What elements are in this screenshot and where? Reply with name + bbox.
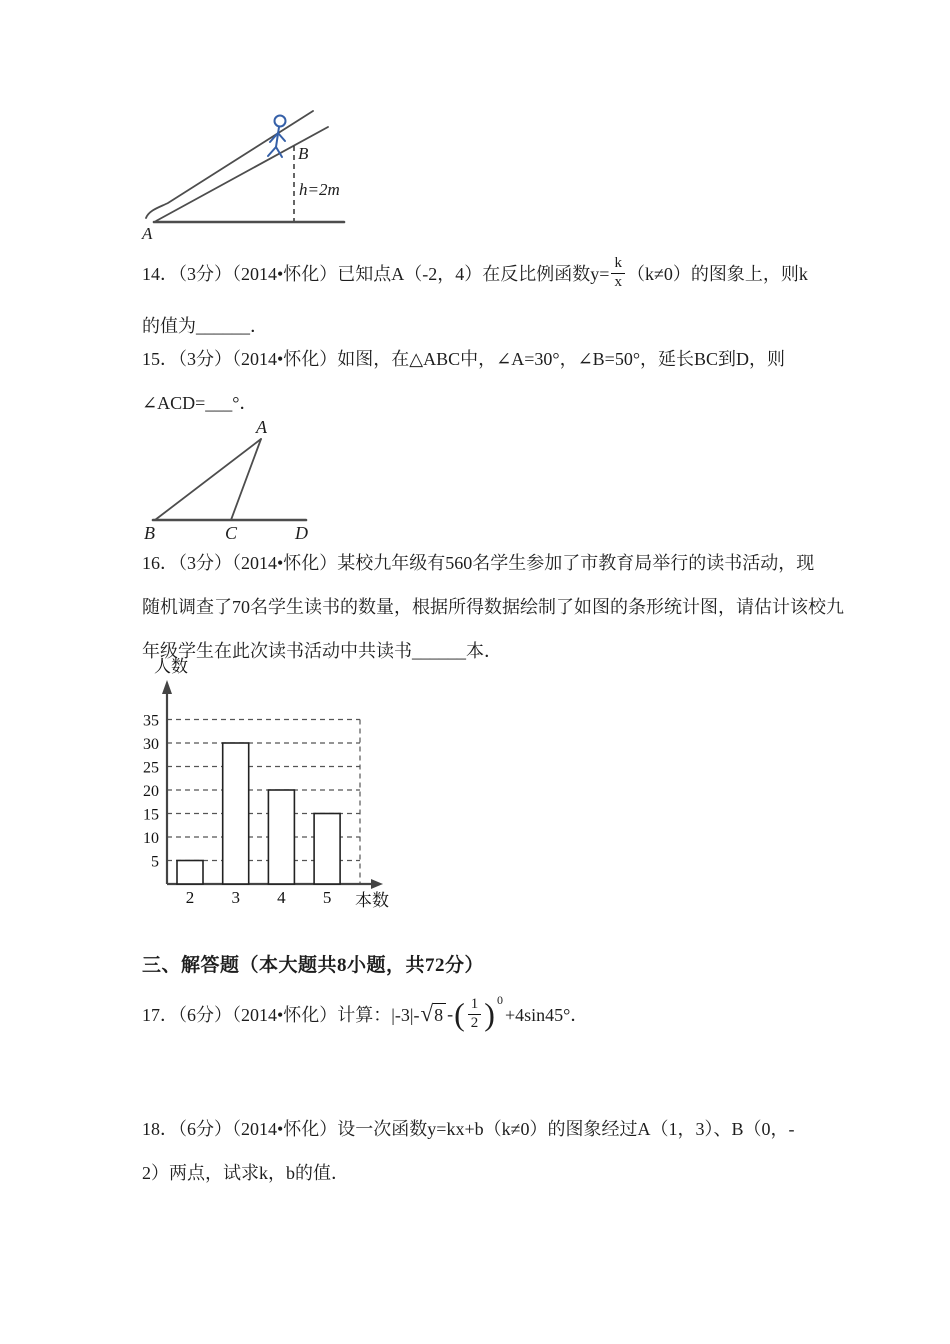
bar-books-2 xyxy=(177,861,203,885)
q17-text-pre: 17．（6分）（2014•怀化）计算：|-3|- xyxy=(142,1005,420,1025)
q18-text-1: 18．（6分）（2014•怀化）设一次函数y=kx+b（k≠0）的图象经过A（1，3）、B（0，- xyxy=(142,1119,795,1139)
q14-answer-blank: 的值为______． xyxy=(142,316,268,336)
fraction-numerator: 1 xyxy=(468,996,482,1014)
q16-text-1: 16．（3分）（2014•怀化）某校九年级有560名学生参加了市教育局举行的读书活动，现 xyxy=(142,553,815,573)
open-paren: ( xyxy=(454,996,465,1032)
person-body xyxy=(276,127,279,147)
ramp-label-h: h=2m xyxy=(299,180,340,199)
exponent-zero: 0 xyxy=(496,993,503,1007)
ramp-lower-line xyxy=(156,127,328,221)
question-17 xyxy=(142,985,588,1043)
q16-answer-blank: 年级学生在此次读书活动中共读书______本． xyxy=(142,641,502,661)
section-3-header xyxy=(142,948,484,978)
y-axis-arrow xyxy=(162,680,172,694)
section-3-title xyxy=(142,948,484,978)
fraction-denominator: x xyxy=(614,273,622,290)
radicand: 8 xyxy=(433,1003,446,1026)
y-tick-label-10: 10 xyxy=(143,830,159,847)
q15-text: 15．（3分）（2014•怀化）如图，在△ABC中，∠A=30°，∠B=50°，延长BC到D，则 xyxy=(142,349,786,369)
radical-sign: √ xyxy=(420,1000,434,1026)
person-arm-right xyxy=(278,133,285,141)
fraction-one-half xyxy=(468,996,482,1032)
x-axis-arrow xyxy=(371,879,383,889)
question-18-line1 xyxy=(142,1106,794,1150)
x-tick-label-2: 2 xyxy=(185,888,195,907)
ramp-figure xyxy=(138,106,358,246)
question-16-line2 xyxy=(142,584,844,628)
bar-books-4 xyxy=(268,790,294,884)
question-17-line1 xyxy=(142,985,588,1043)
ramp-label-A: A xyxy=(142,224,153,243)
question-15 xyxy=(142,336,785,424)
q17-text-post: +4sin45°． xyxy=(504,1005,589,1025)
y-tick-label-20: 20 xyxy=(143,783,159,800)
person-head xyxy=(275,116,286,127)
close-paren: ) xyxy=(484,996,495,1032)
q15-answer-blank: ∠ACD=___°． xyxy=(142,393,258,413)
q14-text-post: （k≠0）的图象上，则k xyxy=(626,264,808,284)
x-axis-title: 本数 xyxy=(355,891,389,910)
square-root-8 xyxy=(420,1000,447,1026)
y-tick-label-25: 25 xyxy=(143,759,159,777)
x-tick-label-4: 4 xyxy=(277,888,286,907)
fraction-k-over-x xyxy=(611,255,625,291)
triangle-label-B: B xyxy=(144,523,155,543)
y-axis-title: 人数 xyxy=(154,657,188,676)
question-18-line2 xyxy=(142,1150,794,1194)
ramp-upper-line xyxy=(146,111,313,218)
q17-minus: - xyxy=(447,1003,454,1024)
question-14-line1 xyxy=(142,247,808,299)
y-tick-label-15: 15 xyxy=(143,806,159,824)
question-15-line1 xyxy=(142,336,785,380)
triangle-figure xyxy=(123,418,338,543)
triangle-label-C: C xyxy=(225,523,238,543)
question-16-line1 xyxy=(142,540,844,584)
y-tick-label-30: 30 xyxy=(143,736,159,753)
fraction-numerator: k xyxy=(611,255,625,273)
ramp-label-B: B xyxy=(298,144,309,163)
reading-books-bar-chart xyxy=(105,652,407,914)
person-leg-left xyxy=(268,147,276,156)
y-tick-label-5: 5 xyxy=(151,853,159,871)
question-18 xyxy=(142,1106,794,1194)
q14-text-pre: 14．（3分）（2014•怀化）已知点A（-2，4）在反比例函数y= xyxy=(142,264,610,284)
section-3-title-text: 三、解答题（本大题共8小题，共72分） xyxy=(142,954,485,976)
x-tick-label-5: 5 xyxy=(322,888,332,907)
bar-books-5 xyxy=(314,814,340,885)
y-tick-label-35: 35 xyxy=(143,712,159,730)
q18-text-2: 2）两点，试求k，b的值． xyxy=(142,1163,349,1183)
triangle-label-A: A xyxy=(256,418,267,437)
fraction-denominator: 2 xyxy=(470,1014,479,1031)
q16-text-2: 随机调查了70名学生读书的数量，根据所得数据绘制了如图的条形统计图，请估计该校九 xyxy=(142,597,844,617)
triangle-label-D: D xyxy=(295,523,308,543)
x-tick-label-3: 3 xyxy=(231,888,240,907)
bar-books-3 xyxy=(223,743,249,884)
